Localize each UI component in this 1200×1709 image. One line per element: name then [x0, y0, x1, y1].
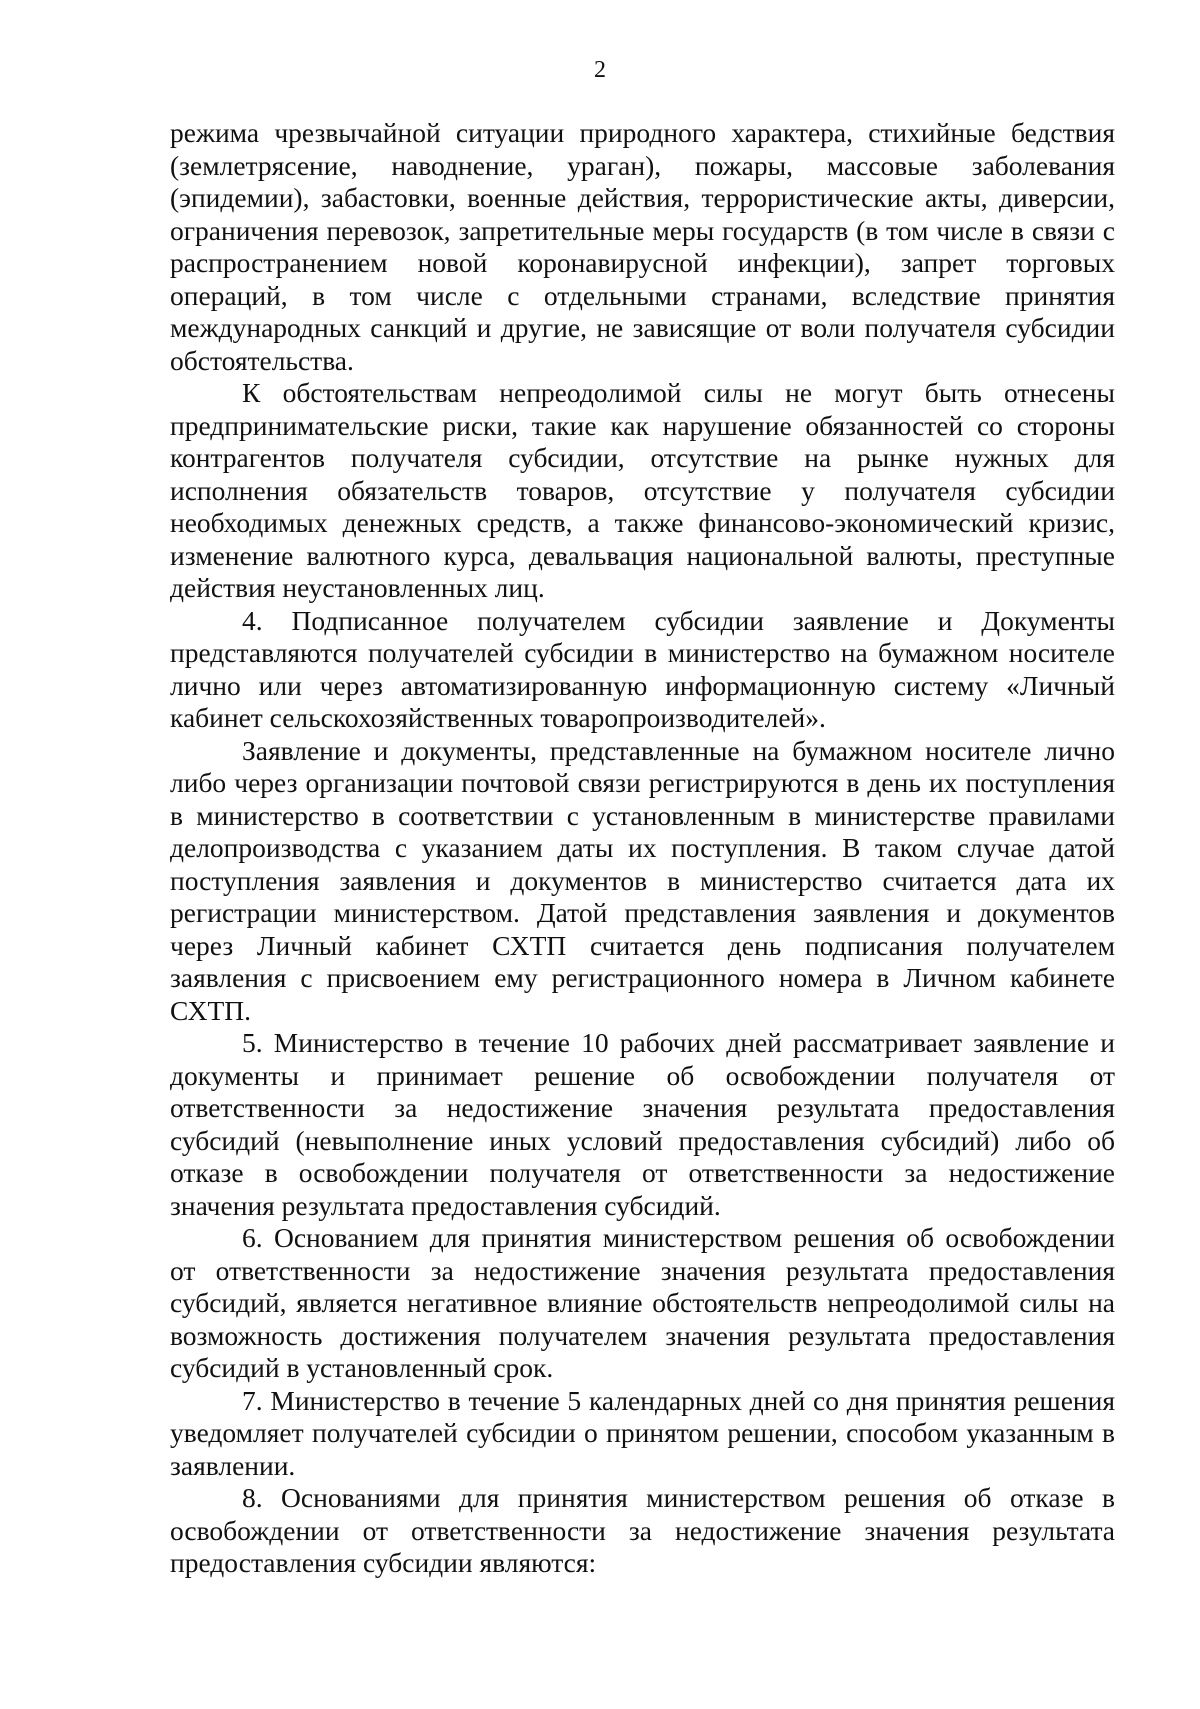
paragraph-item-5: 5. Министерство в течение 10 рабочих дней рассматривает заявление и документы и принимает решение об освобождении получателя от ответственности за недостижение значения результата предоставления субсидий (невыполнение иных условий предоставления субсидий) либо об отказе в освобождении получателя от ответственности за недостижение значения результата предоставления субсидий.	[170, 1027, 1115, 1221]
paragraph-item-8: 8. Основаниями для принятия министерством решения об отказе в освобождении от ответственности за недостижение значения результата предоставления субсидии являются:	[170, 1482, 1115, 1578]
paragraph-force-majeure-exclusions: К обстоятельствам непреодолимой силы не могут быть отнесены предпринимательские риски, такие как нарушение обязанностей со стороны контрагентов получателя субсидии, отсутствие на рынке нужных для исполнения обязательств товаров, отсутствие у получателя субсидии необходимых денежных средств, а также финансово-экономический кризис, изменение валютного курса, девальвация национальной валюты, преступные действия неустановленных лиц.	[170, 377, 1115, 603]
paragraph-registration: Заявление и документы, представленные на бумажном носителе лично либо через организации почтовой связи регистрируются в день их поступления в министерство в соответствии с установленным в министерстве правилами делопроизводства с указанием даты их поступления. В таком случае датой поступления заявления и документов в министерство считается дата их регистрации министерством. Датой представления заявления и документов через Личный кабинет СХТП считается день подписания получателем заявления с присвоением ему регистрационного номера в Личном кабинете СХТП.	[170, 734, 1115, 1026]
paragraph-item-6: 6. Основанием для принятия министерством решения об освобождении от ответственности за недостижение значения результата предоставления субсидий, является негативное влияние обстоятельств непреодолимой силы на возможность достижения получателем значения результата предоставления субсидий в установленный срок.	[170, 1222, 1115, 1383]
document-body	[170, 117, 1115, 1580]
paragraph-item-7: 7. Министерство в течение 5 календарных дней со дня принятия решения уведомляет получателей субсидии о принятом решении, способом указанным в заявлении.	[170, 1384, 1115, 1481]
page-number: 2	[594, 57, 606, 83]
paragraph-continuation: режима чрезвычайной ситуации природного характера, стихийные бедствия (землетрясение, наводнение, ураган), пожары, массовые заболевания (эпидемии), забастовки, военные действия, террористические акты, диверсии, ограничения перевозок, запретительные меры государств (в том числе в связи с распространением новой коронавирусной инфекции), запрет торговых операций, в том числе с отдельными странами, вследствие принятия международных санкций и другие, не зависящие от воли получателя субсидии обстоятельства.	[170, 117, 1115, 376]
paragraph-item-4: 4. Подписанное получателем субсидии заявление и Документы представляются получателей субсидии в министерство на бумажном носителе лично или через автоматизированную информационную систему «Личный кабинет сельскохозяйственных товаропроизводителей».	[170, 604, 1115, 733]
